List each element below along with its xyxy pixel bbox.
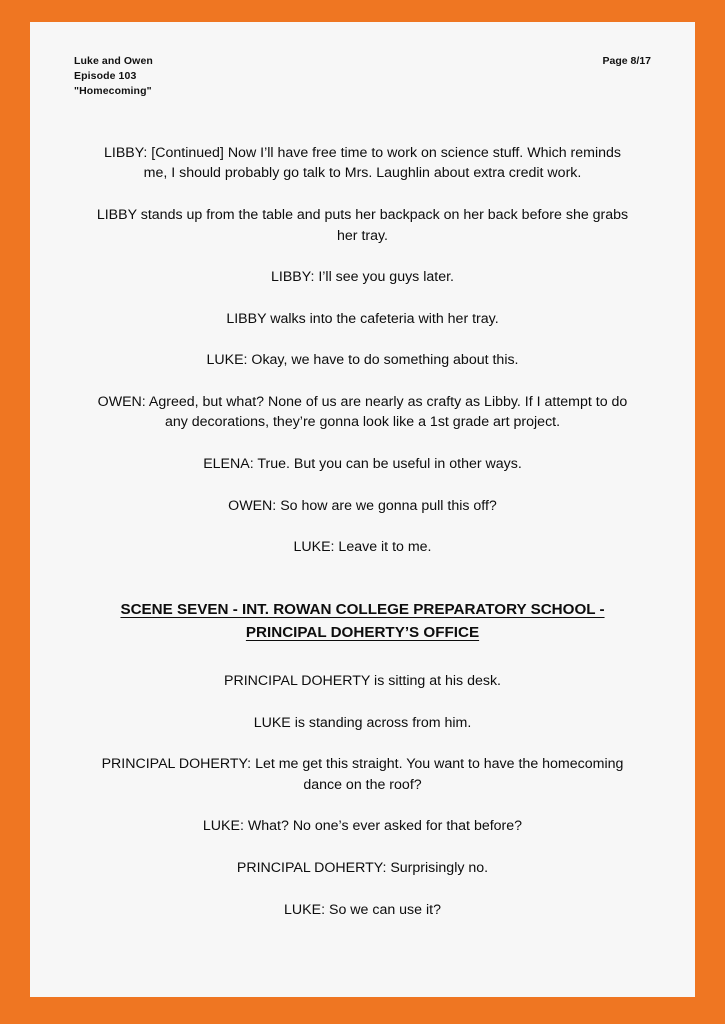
page-header	[74, 54, 651, 99]
script-paragraph: ELENA: True. But you can be useful in other ways.	[203, 456, 522, 473]
page-number: Page 8/17	[602, 55, 651, 67]
script-title: Luke and Owen	[74, 55, 153, 67]
script-paragraph: OWEN: Agreed, but what? None of us are nearly as crafty as Libby. If I attempt to do any decorations, they’re gonna look like a 1st grade art project.	[97, 393, 628, 431]
script-paragraph: LUKE is standing across from him.	[253, 714, 472, 731]
script-paragraph: LUKE: Leave it to me.	[293, 539, 432, 556]
scene-heading: SCENE SEVEN - INT. ROWAN COLLEGE PREPARATORY SCHOOL - PRINCIPAL DOHERTY’S OFFICE	[120, 600, 605, 642]
script-page	[30, 22, 695, 997]
script-paragraph: PRINCIPAL DOHERTY is sitting at his desk.	[223, 672, 501, 689]
script-episode-name: "Homecoming"	[74, 84, 152, 97]
script-title-block	[74, 54, 153, 99]
script-paragraph: OWEN: So how are we gonna pull this off?	[228, 497, 497, 514]
script-paragraph: LIBBY stands up from the table and puts her backpack on her back before she grabs her tray.	[96, 206, 629, 244]
script-paragraph: LUKE: So we can use it?	[284, 901, 441, 918]
script-episode: Episode 103	[74, 69, 137, 82]
script-paragraph: PRINCIPAL DOHERTY: Let me get this straight. You want to have the homecoming dance on the roof?	[101, 756, 624, 793]
script-body	[74, 143, 651, 920]
script-paragraph: LUKE: Okay, we have to do something about this.	[206, 352, 519, 369]
script-paragraph: LIBBY walks into the cafeteria with her tray.	[226, 310, 499, 327]
script-paragraph: LUKE: What? No one’s ever asked for that before?	[202, 818, 523, 835]
script-paragraph: LIBBY: [Continued] Now I’ll have free time to work on science stuff. Which reminds me, I should probably go talk to Mrs. Laughlin about extra credit work.	[103, 144, 622, 182]
script-paragraph: PRINCIPAL DOHERTY: Surprisingly no.	[236, 859, 489, 876]
script-paragraph: LIBBY: I’ll see you guys later.	[271, 269, 454, 286]
